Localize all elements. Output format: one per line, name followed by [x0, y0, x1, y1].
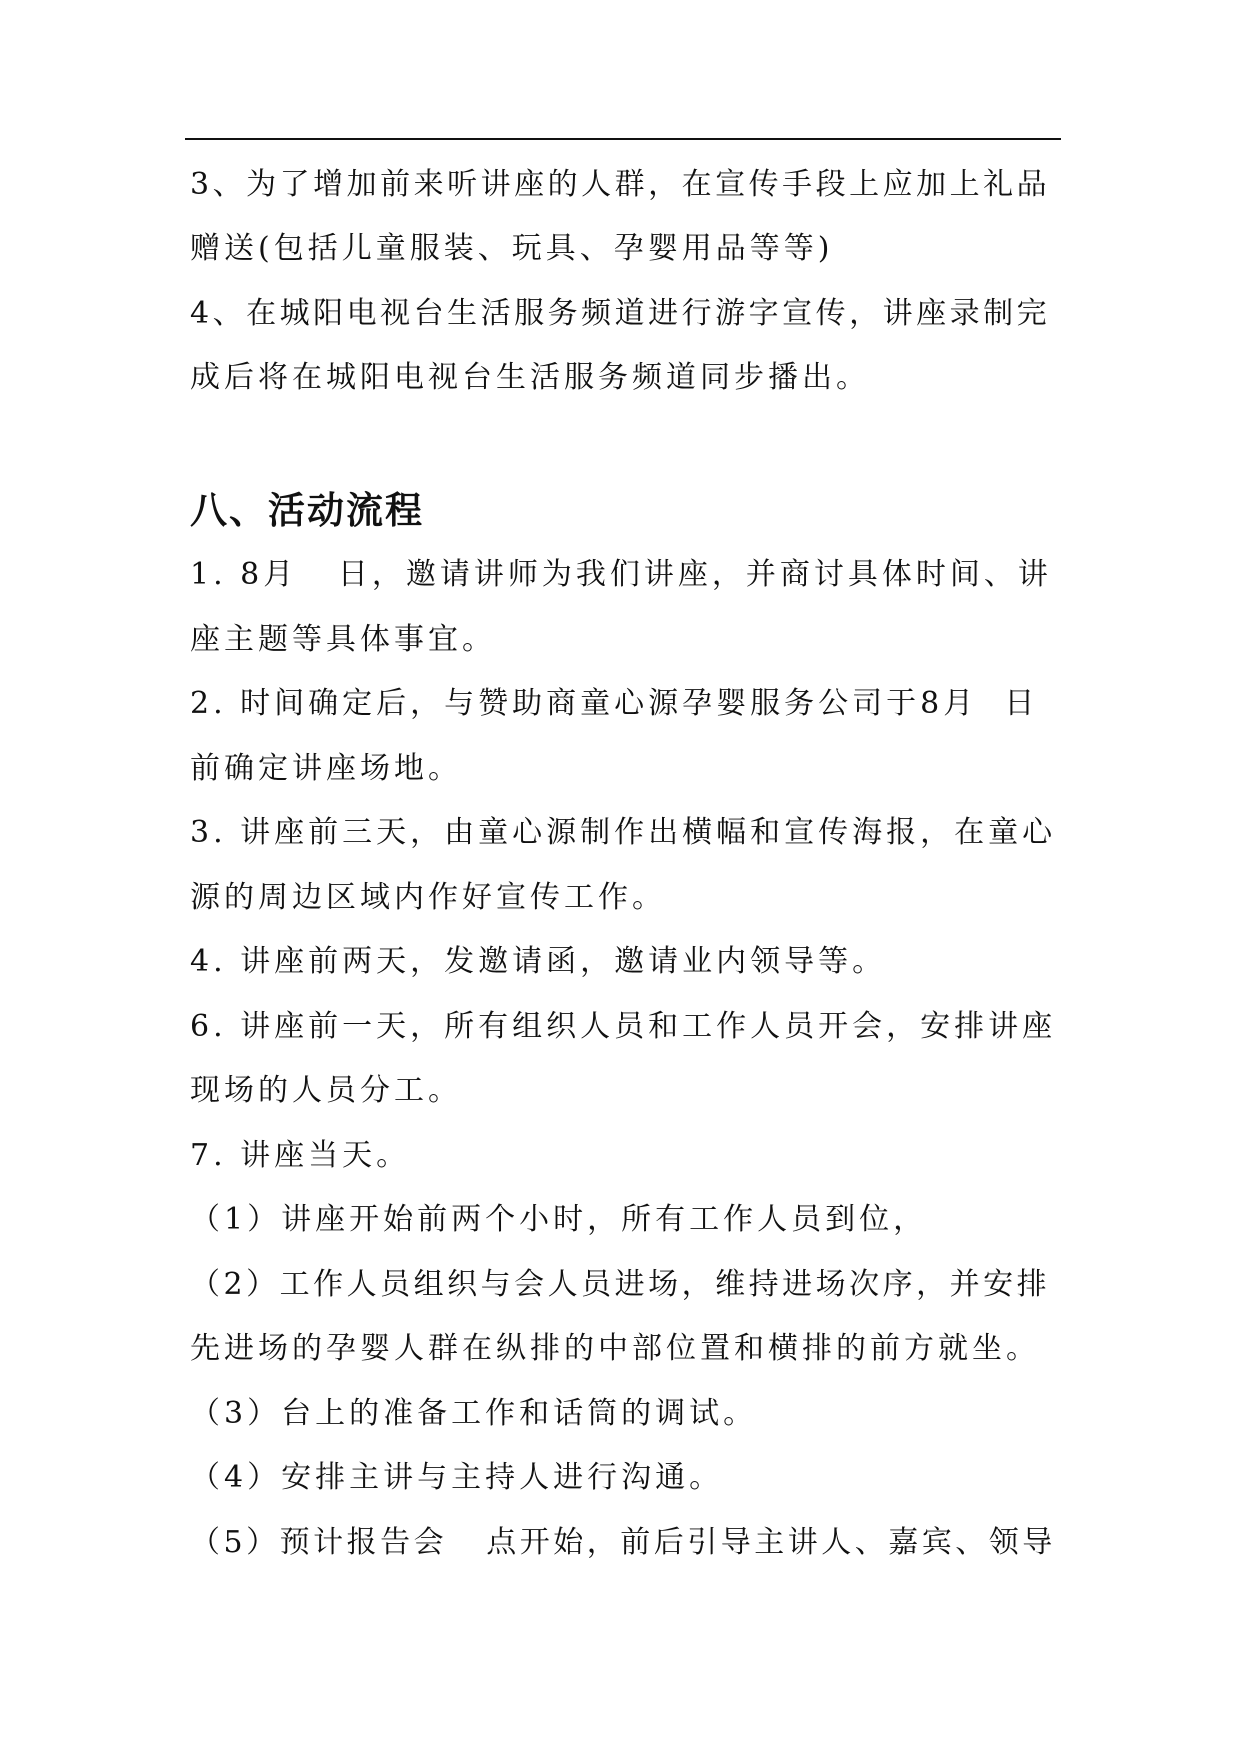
process-line-14: （3）台上的准备工作和话筒的调试。: [190, 1396, 758, 1431]
intro-line-2: 赠送(包括儿童服装、玩具、孕婴用品等等): [190, 231, 834, 266]
intro-line-3: 4、在城阳电视台生活服务频道进行游字宣传，讲座录制完: [190, 296, 1051, 331]
process-line-3: 2. 时间确定后，与赞助商童心源孕婴服务公司于8月 日: [190, 686, 1039, 721]
process-line-8: 6. 讲座前一天，所有组织人员和工作人员开会，安排讲座: [190, 1009, 1057, 1044]
header-rule: [185, 138, 1061, 140]
process-line-10: 7. 讲座当天。: [190, 1138, 411, 1173]
process-line-15: （4）安排主讲与主持人进行沟通。: [190, 1460, 724, 1495]
section-heading: 八、活动流程: [190, 489, 424, 532]
intro-line-4: 成后将在城阳电视台生活服务频道同步播出。: [190, 360, 870, 395]
process-line-9: 现场的人员分工。: [190, 1073, 462, 1108]
process-line-16: （5）预计报告会 点开始，前后引导主讲人、嘉宾、领导: [190, 1525, 1056, 1560]
process-line-4: 前确定讲座场地。: [190, 751, 462, 786]
process-line-12: （2）工作人员组织与会人员进场，维持进场次序，并安排: [190, 1267, 1051, 1302]
process-line-7: 4. 讲座前两天，发邀请函，邀请业内领导等。: [190, 944, 887, 979]
process-line-2: 座主题等具体事宜。: [190, 622, 496, 657]
intro-line-1: 3、为了增加前来听讲座的人群，在宣传手段上应加上礼品: [190, 167, 1051, 202]
process-line-13: 先进场的孕婴人群在纵排的中部位置和横排的前方就坐。: [190, 1331, 1040, 1366]
process-line-6: 源的周边区域内作好宣传工作。: [190, 880, 666, 915]
process-line-5: 3. 讲座前三天，由童心源制作出横幅和宣传海报，在童心: [190, 815, 1057, 850]
process-line-1: 1. 8月 日，邀请讲师为我们讲座，并商讨具体时间、讲: [190, 557, 1052, 592]
process-line-11: （1）讲座开始前两个小时，所有工作人员到位，: [190, 1202, 928, 1237]
